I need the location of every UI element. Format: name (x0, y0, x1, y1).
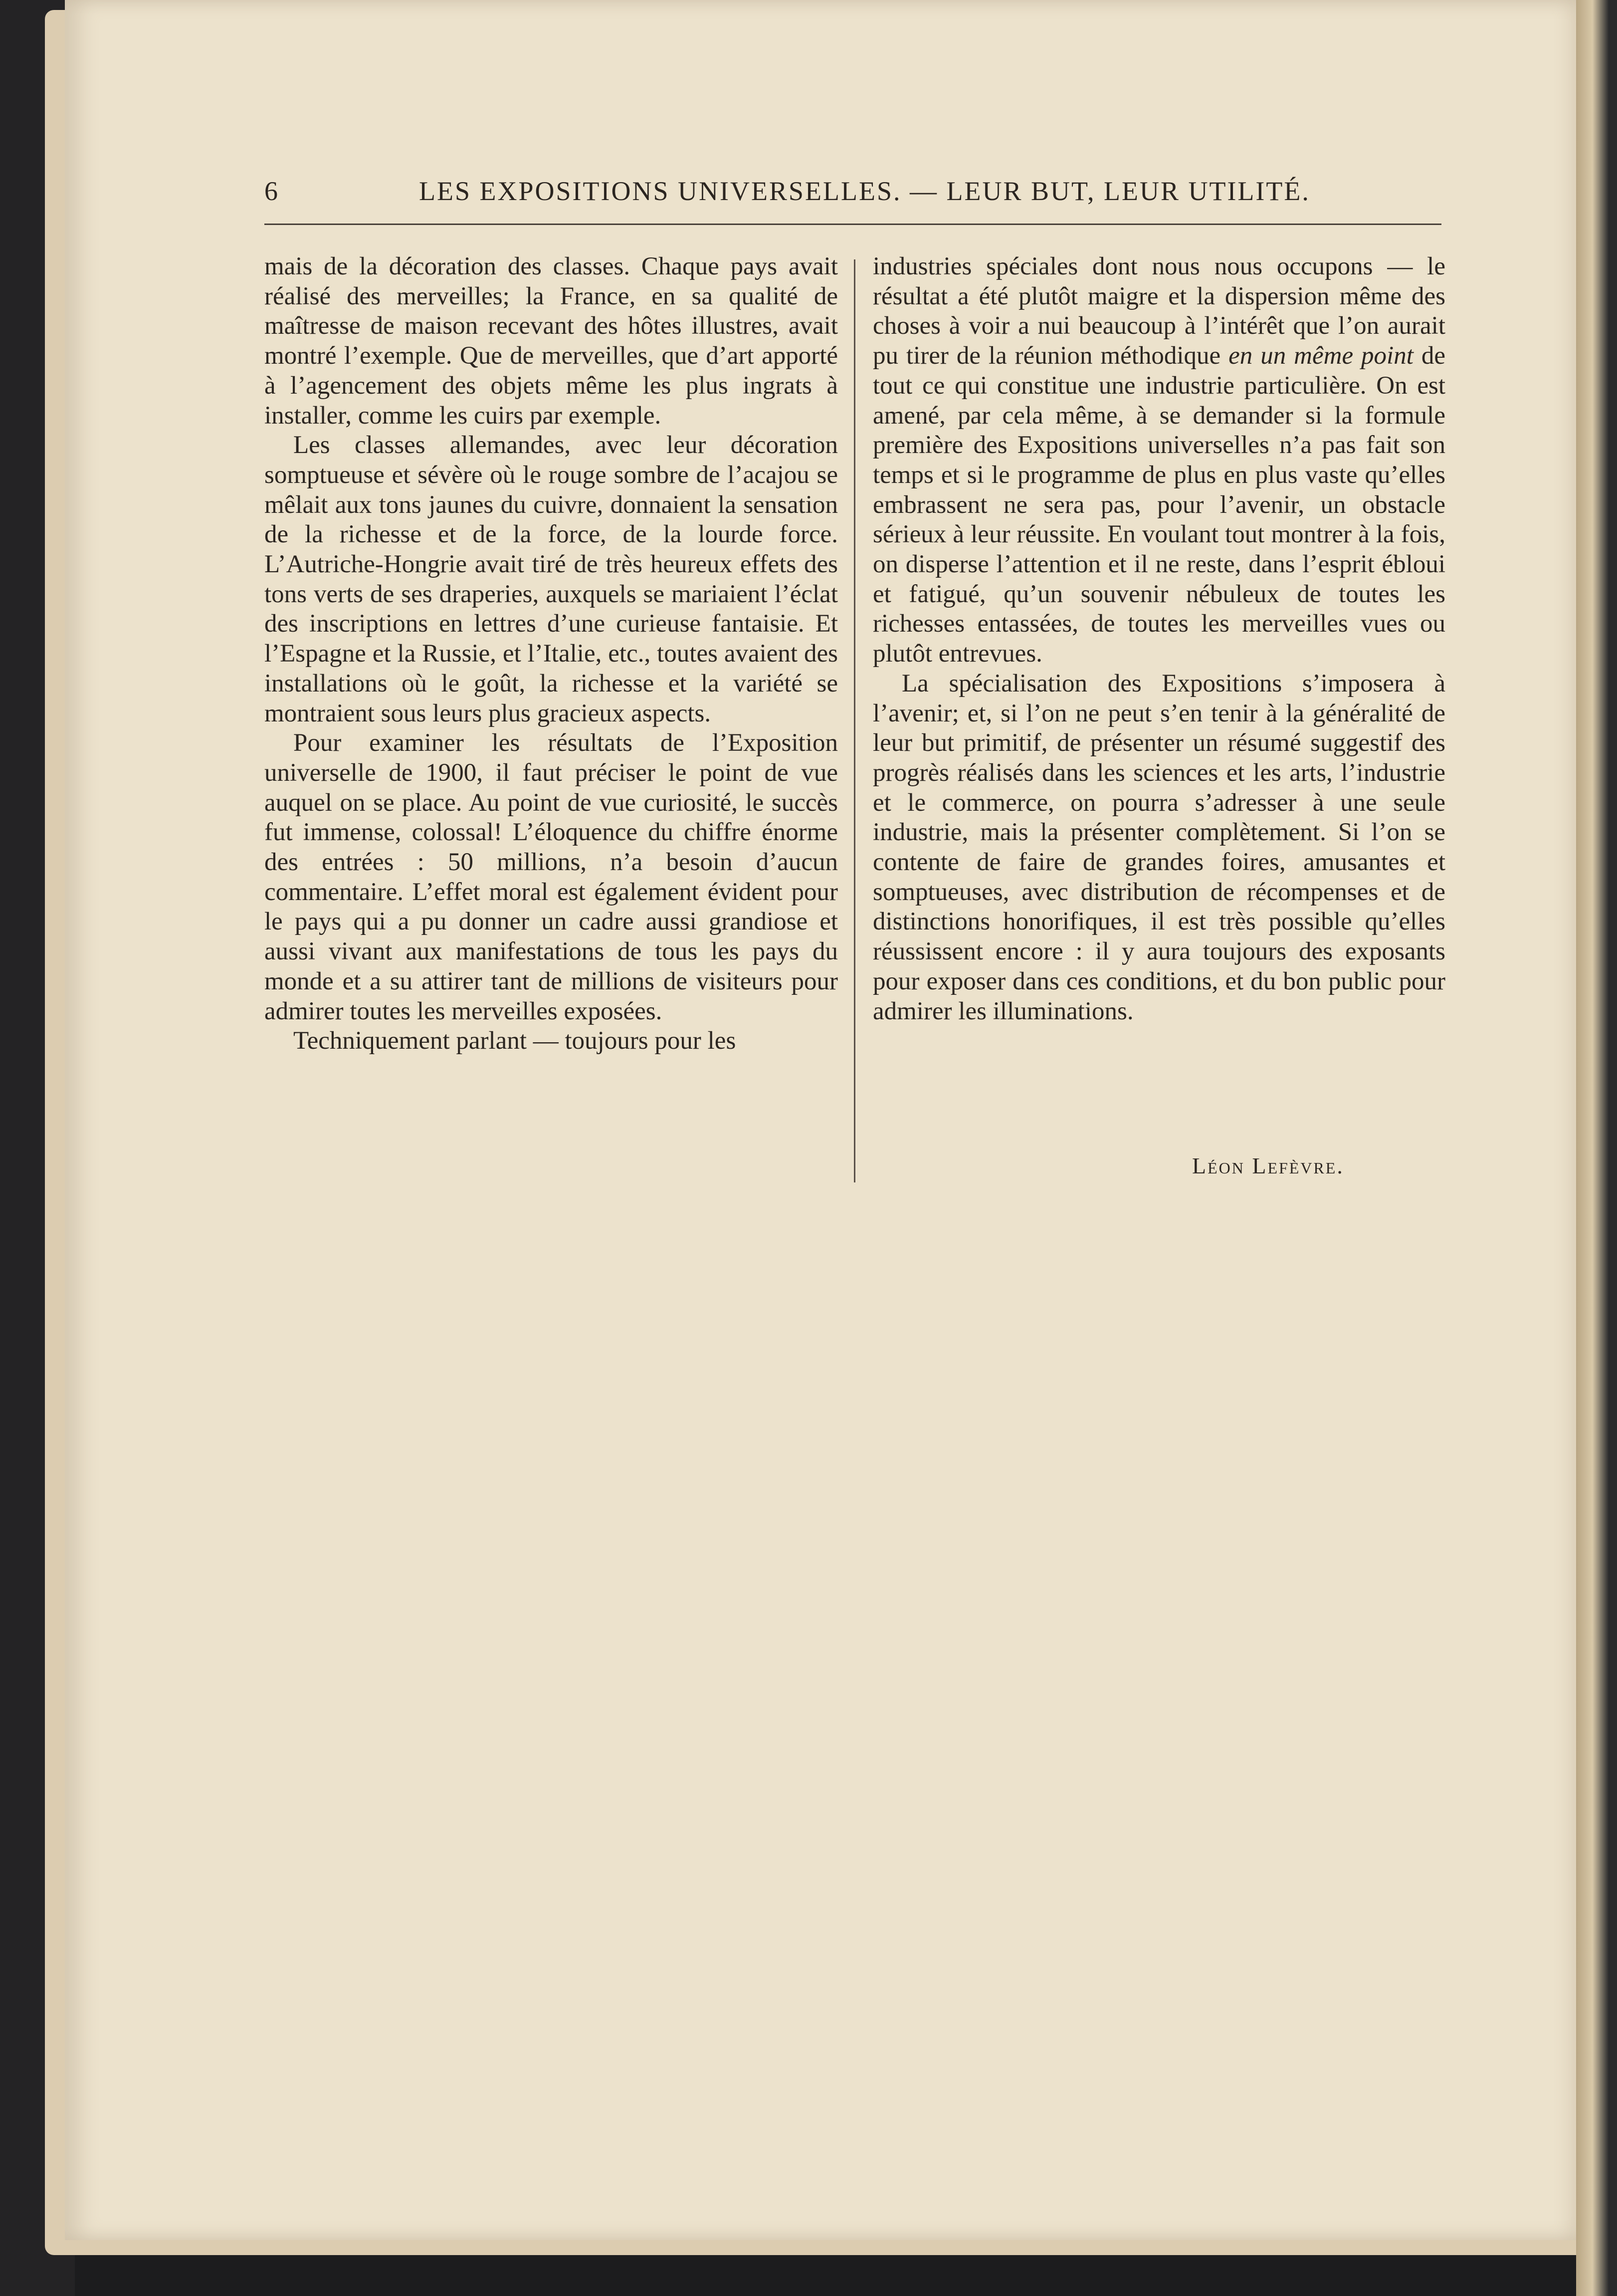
author-signature: Léon Lefèvre. (1192, 1153, 1344, 1178)
left-paragraph-4: Techniquement parlant — toujours pour les (293, 1027, 736, 1055)
right-paragraph-2: La spécialisation des Expositions s’imposera à l’avenir; et, si l’on ne peut s’en tenir à la généralité de leur but primitif, de présenter un résumé suggestif des progrès réalisés dans les sciences et les arts, l’industrie et le commerce, on pourra s’adresser à une seule industrie, mais la présenter complètement. Si l’on se contente de faire de grandes foires, amusantes et somptueuses, avec distribution de récompenses et de distinctions honorifiques, il est très possible qu’elles réussissent encore : il y aura toujours des exposants pour exposer dans ces conditions, et du bon public pour admirer les illuminations. (873, 669, 1445, 1025)
page-number: 6 (264, 176, 279, 206)
left-paragraph-3: Pour examiner les résultats de l’Exposition universelle de 1900, il faut préciser le point de vue auquel on se place. Au point de vue curiosité, le succès fut immense, colossal! L’éloquence du chiffre énorme des entrées : 50 millions, n’a besoin d’aucun commentaire. L’effet moral est également évident pour le pays qui a pu donner un cadre aussi grandiose et aussi vivant aux manifestations de tous les pays du monde et a su attirer tant de millions de visiteurs pour admirer toutes les merveilles exposées. (264, 729, 838, 1025)
running-header (264, 176, 1441, 216)
right-column (873, 252, 1445, 1026)
header-rule (264, 224, 1441, 225)
right-paragraph-1-end: de tout ce qui constitue une industrie particulière. On est amené, par cela même, à se demander si la formule première des Expositions universelles n’a pas fait son temps et si le programme de plus en plus vaste qu’elles embrassent ne sera pas, pour l’avenir, un obstacle sérieux à leur réussite. En voulant tout montrer à la fois, on disperse l’attention et il ne reste, dans l’esprit ébloui et fatigué, qu’un souvenir nébuleux de toutes les richesses entassées, de toutes les merveilles vues ou plutôt entrevues. (873, 342, 1445, 668)
right-paragraph-1-start: industries spéciales dont nous nous occupons — le résultat a été plutôt maigre et la dispersion même des choses à voir a nui beaucoup à l’intérêt que l’on aurait pu tirer de la réunion méthodique (873, 252, 1445, 370)
running-title: LES EXPOSITIONS UNIVERSELLES. — LEUR BUT, LEUR UTILITÉ. (419, 176, 1310, 206)
left-paragraph-2: Les classes allemandes, avec leur décoration somptueuse et sévère où le rouge sombre de l’acajou se mêlait aux tons jaunes du cuivre, donnaient la sensation de la richesse et de la force, de la lourde force. L’Autriche-Hongrie avait tiré de très heureux effets des tons verts de ses draperies, auxquels se mariaient l’éclat des inscriptions en lettres d’une curieuse fantaisie. Et l’Espagne et la Russie, et l’Italie, etc., toutes avaient des installations où le goût, la richesse et la variété se montraient sous leurs plus gracieux aspects. (264, 431, 838, 727)
left-paragraph-1: mais de la décoration des classes. Chaque pays avait réalisé des merveilles; la France, en sa qualité de maîtresse de maison recevant des hôtes illustres, avait montré l’exemple. Que de merveilles, que d’art apporté à l’agencement des objets même les plus ingrats à installer, comme les cuirs par exemple. (264, 252, 838, 430)
page-gutter-right (1576, 0, 1617, 2296)
column-divider (854, 259, 855, 1182)
italic-phrase: en un même point (1228, 342, 1414, 370)
right-paragraph-1 (873, 252, 1445, 669)
left-column (264, 252, 838, 1056)
